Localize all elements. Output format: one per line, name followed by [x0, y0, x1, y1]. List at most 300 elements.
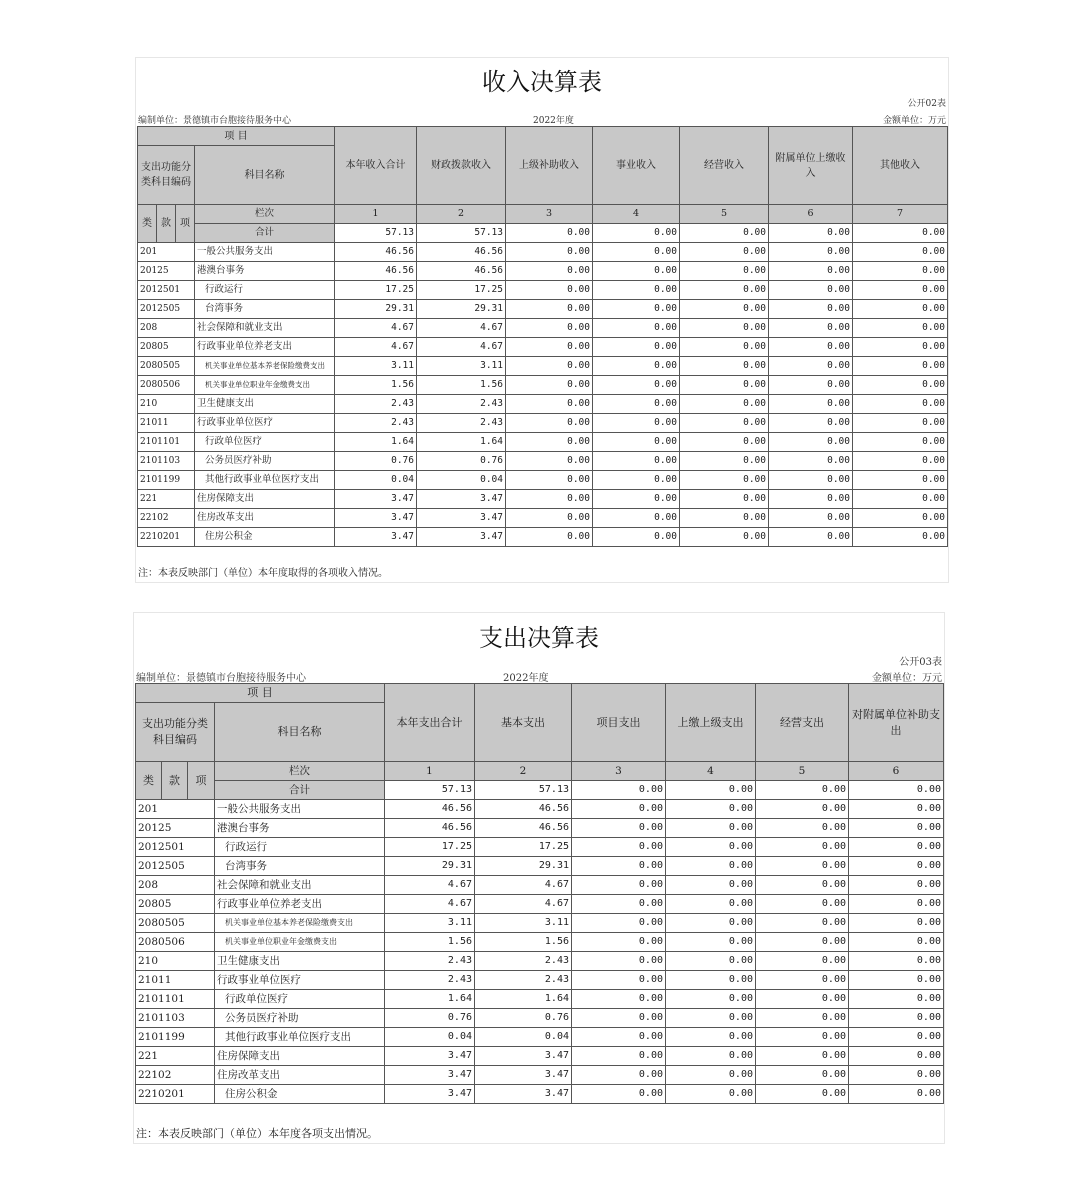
- amount-cell: 0.00: [593, 528, 680, 547]
- table-row: [138, 490, 948, 509]
- amount-cell: 46.56: [417, 262, 506, 281]
- amount-cell: 0.00: [572, 1028, 666, 1047]
- subject-name: 卫生健康支出: [215, 952, 385, 971]
- table-row: [136, 914, 944, 933]
- subject-name: 住房保障支出: [215, 1047, 385, 1066]
- amount-cell: 0.00: [756, 876, 849, 895]
- amount-cell: 0.00: [680, 452, 769, 471]
- amount-cell: 0.00: [853, 338, 948, 357]
- amount-cell: 1.56: [417, 376, 506, 395]
- subject-name: 机关事业单位职业年金缴费支出: [195, 376, 335, 395]
- table-row: [136, 952, 944, 971]
- amount-cell: 0.00: [593, 300, 680, 319]
- subject-name: 一般公共服务支出: [195, 243, 335, 262]
- amount-cell: 0.00: [666, 1066, 756, 1085]
- amount-cell: 1.64: [335, 433, 417, 452]
- amount-cell: 0.00: [769, 509, 853, 528]
- amount-cell: 0.00: [853, 357, 948, 376]
- income-total-value: 0.00: [593, 224, 680, 243]
- amount-cell: 0.00: [853, 528, 948, 547]
- income-col-header: 经营收入: [680, 127, 769, 205]
- subject-name: 住房改革支出: [215, 1066, 385, 1085]
- amount-cell: 29.31: [385, 857, 475, 876]
- income-total-label: 合计: [195, 224, 335, 243]
- expense-func-code-header: 支出功能分类科目编码: [136, 703, 215, 762]
- amount-cell: 0.00: [853, 490, 948, 509]
- amount-cell: 0.00: [593, 471, 680, 490]
- subject-name: 机关事业单位职业年金缴费支出: [215, 933, 385, 952]
- amount-cell: 0.00: [666, 857, 756, 876]
- amount-cell: 0.00: [769, 243, 853, 262]
- amount-cell: 3.11: [385, 914, 475, 933]
- amount-cell: 0.00: [853, 300, 948, 319]
- amount-cell: 0.00: [756, 971, 849, 990]
- amount-cell: 17.25: [475, 838, 572, 857]
- amount-cell: 3.11: [475, 914, 572, 933]
- amount-cell: 0.00: [593, 357, 680, 376]
- subject-name: 台湾事务: [215, 857, 385, 876]
- amount-cell: 0.00: [666, 876, 756, 895]
- amount-cell: 0.00: [849, 800, 944, 819]
- amount-cell: 0.00: [666, 819, 756, 838]
- amount-cell: 0.00: [853, 452, 948, 471]
- amount-cell: 0.00: [506, 452, 593, 471]
- amount-cell: 3.47: [335, 528, 417, 547]
- amount-cell: 0.00: [853, 376, 948, 395]
- amount-cell: 0.00: [572, 838, 666, 857]
- expense-col-header: 上缴上级支出: [666, 684, 756, 762]
- amount-cell: 0.00: [853, 433, 948, 452]
- amount-cell: 4.67: [385, 895, 475, 914]
- income-col-num: 3: [506, 205, 593, 224]
- income-item-header: 项 目: [138, 127, 335, 146]
- subject-code: 2101101: [136, 990, 215, 1009]
- amount-cell: 0.00: [756, 933, 849, 952]
- expense-form-no: 公开03表: [899, 657, 942, 668]
- subject-name: 港澳台事务: [195, 262, 335, 281]
- amount-cell: 0.00: [666, 1028, 756, 1047]
- amount-cell: 4.67: [417, 319, 506, 338]
- subject-name: 公务员医疗补助: [195, 452, 335, 471]
- table-row: [136, 1047, 944, 1066]
- subject-name: 社会保障和就业支出: [215, 876, 385, 895]
- income-col-header: 事业收入: [593, 127, 680, 205]
- subject-code: 21011: [136, 971, 215, 990]
- amount-cell: 2.43: [385, 952, 475, 971]
- expense-col-num: 1: [385, 762, 475, 781]
- amount-cell: 0.00: [666, 971, 756, 990]
- amount-cell: 0.00: [849, 971, 944, 990]
- amount-cell: 0.00: [769, 338, 853, 357]
- amount-cell: 0.00: [593, 262, 680, 281]
- amount-cell: 0.00: [680, 319, 769, 338]
- subject-name: 行政事业单位养老支出: [195, 338, 335, 357]
- income-total-value: 57.13: [417, 224, 506, 243]
- amount-cell: 0.00: [849, 819, 944, 838]
- subject-code: 201: [138, 243, 195, 262]
- subject-code: 2101199: [136, 1028, 215, 1047]
- amount-cell: 0.00: [666, 990, 756, 1009]
- amount-cell: 0.00: [506, 300, 593, 319]
- table-row: [138, 376, 948, 395]
- income-title: 收入决算表: [482, 68, 602, 96]
- amount-cell: 0.00: [756, 895, 849, 914]
- amount-cell: 0.00: [593, 509, 680, 528]
- subject-code: 2210201: [136, 1085, 215, 1104]
- subject-name: 一般公共服务支出: [215, 800, 385, 819]
- expense-col-header: 经营支出: [756, 684, 849, 762]
- expense-table: [135, 683, 944, 1104]
- amount-cell: 0.00: [506, 319, 593, 338]
- expense-year: 2022年度: [503, 673, 549, 684]
- subject-code: 208: [136, 876, 215, 895]
- amount-cell: 0.00: [680, 471, 769, 490]
- amount-cell: 0.00: [849, 895, 944, 914]
- subject-name: 台湾事务: [195, 300, 335, 319]
- amount-cell: 0.00: [680, 433, 769, 452]
- amount-cell: 0.00: [680, 490, 769, 509]
- amount-cell: 0.00: [506, 338, 593, 357]
- amount-cell: 0.76: [475, 1009, 572, 1028]
- amount-cell: 1.64: [417, 433, 506, 452]
- income-col-header: 附属单位上缴收入: [769, 127, 853, 205]
- expense-lanci-label: 栏次: [215, 762, 385, 781]
- income-col-num: 2: [417, 205, 506, 224]
- expense-total-value: 0.00: [849, 781, 944, 800]
- amount-cell: 0.00: [572, 819, 666, 838]
- income-sheet: [135, 57, 949, 583]
- amount-cell: 4.67: [335, 319, 417, 338]
- amount-cell: 0.00: [666, 914, 756, 933]
- income-year: 2022年度: [533, 116, 574, 126]
- amount-cell: 0.00: [680, 281, 769, 300]
- amount-cell: 0.00: [506, 281, 593, 300]
- amount-cell: 2.43: [385, 971, 475, 990]
- subject-code: 22102: [138, 509, 195, 528]
- subject-name: 机关事业单位基本养老保险缴费支出: [215, 914, 385, 933]
- subject-code: 20125: [136, 819, 215, 838]
- subject-code: 221: [138, 490, 195, 509]
- subject-name: 行政事业单位医疗: [195, 414, 335, 433]
- expense-total-value: 57.13: [385, 781, 475, 800]
- amount-cell: 0.00: [680, 395, 769, 414]
- amount-cell: 0.00: [506, 376, 593, 395]
- subject-name: 公务员医疗补助: [215, 1009, 385, 1028]
- amount-cell: 0.00: [849, 838, 944, 857]
- subject-name: 机关事业单位基本养老保险缴费支出: [195, 357, 335, 376]
- amount-cell: 0.00: [769, 414, 853, 433]
- amount-cell: 0.00: [769, 262, 853, 281]
- amount-cell: 1.56: [475, 933, 572, 952]
- income-col-header: 上级补助收入: [506, 127, 593, 205]
- amount-cell: 4.67: [335, 338, 417, 357]
- subject-code: 2101103: [136, 1009, 215, 1028]
- amount-cell: 0.00: [572, 1047, 666, 1066]
- amount-cell: 3.47: [475, 1047, 572, 1066]
- amount-cell: 0.00: [506, 357, 593, 376]
- amount-cell: 0.00: [593, 433, 680, 452]
- income-money-unit: 金额单位：万元: [882, 116, 946, 126]
- amount-cell: 0.00: [849, 1047, 944, 1066]
- expense-col-header: 本年支出合计: [385, 684, 475, 762]
- amount-cell: 0.00: [853, 319, 948, 338]
- amount-cell: 0.00: [666, 895, 756, 914]
- subject-code: 2080505: [138, 357, 195, 376]
- amount-cell: 0.00: [680, 528, 769, 547]
- amount-cell: 0.00: [666, 838, 756, 857]
- amount-cell: 0.00: [680, 300, 769, 319]
- subject-name: 行政事业单位医疗: [215, 971, 385, 990]
- expense-col-header: 对附属单位补助支出: [849, 684, 944, 762]
- income-note: 注：本表反映部门（单位）本年度取得的各项收入情况。: [138, 568, 388, 579]
- amount-cell: 0.00: [506, 471, 593, 490]
- subject-code: 20125: [138, 262, 195, 281]
- amount-cell: 4.67: [475, 895, 572, 914]
- income-total-value: 0.00: [506, 224, 593, 243]
- amount-cell: 0.00: [756, 1047, 849, 1066]
- expense-col-num: 2: [475, 762, 572, 781]
- income-xiang-header: 项: [176, 205, 195, 243]
- subject-name: 其他行政事业单位医疗支出: [215, 1028, 385, 1047]
- table-row: [136, 933, 944, 952]
- expense-col-num: 5: [756, 762, 849, 781]
- table-row: [138, 395, 948, 414]
- amount-cell: 0.00: [593, 243, 680, 262]
- subject-code: 2101101: [138, 433, 195, 452]
- expense-total-value: 0.00: [666, 781, 756, 800]
- amount-cell: 0.00: [506, 528, 593, 547]
- income-total-value: 0.00: [769, 224, 853, 243]
- subject-name: 住房保障支出: [195, 490, 335, 509]
- table-row: [138, 281, 948, 300]
- subject-code: 208: [138, 319, 195, 338]
- amount-cell: 0.00: [756, 914, 849, 933]
- amount-cell: 0.00: [680, 338, 769, 357]
- income-total-value: 0.00: [853, 224, 948, 243]
- expense-note: 注：本表反映部门（单位）本年度各项支出情况。: [136, 1127, 378, 1140]
- amount-cell: 0.00: [756, 952, 849, 971]
- income-func-code-header: 支出功能分类科目编码: [138, 146, 195, 205]
- table-row: [136, 895, 944, 914]
- amount-cell: 4.67: [417, 338, 506, 357]
- amount-cell: 0.00: [680, 509, 769, 528]
- expense-col-header: 项目支出: [572, 684, 666, 762]
- expense-col-num: 4: [666, 762, 756, 781]
- amount-cell: 4.67: [475, 876, 572, 895]
- amount-cell: 29.31: [475, 857, 572, 876]
- amount-cell: 0.76: [385, 1009, 475, 1028]
- expense-total-value: 0.00: [756, 781, 849, 800]
- subject-name: 其他行政事业单位医疗支出: [195, 471, 335, 490]
- subject-code: 21011: [138, 414, 195, 433]
- amount-cell: 0.00: [853, 395, 948, 414]
- amount-cell: 0.76: [335, 452, 417, 471]
- expense-kuan-header: 款: [162, 762, 188, 800]
- amount-cell: 0.00: [849, 1085, 944, 1104]
- amount-cell: 0.00: [853, 414, 948, 433]
- amount-cell: 1.64: [385, 990, 475, 1009]
- amount-cell: 46.56: [335, 243, 417, 262]
- amount-cell: 0.00: [769, 319, 853, 338]
- expense-col-num: 3: [572, 762, 666, 781]
- subject-code: 2101103: [138, 452, 195, 471]
- amount-cell: 1.56: [335, 376, 417, 395]
- income-lanci-label: 栏次: [195, 205, 335, 224]
- income-col-num: 7: [853, 205, 948, 224]
- table-row: [136, 1028, 944, 1047]
- subject-code: 210: [136, 952, 215, 971]
- amount-cell: 3.47: [385, 1066, 475, 1085]
- expense-subject-name-header: 科目名称: [215, 703, 385, 762]
- amount-cell: 0.00: [849, 1028, 944, 1047]
- table-row: [136, 819, 944, 838]
- amount-cell: 0.00: [853, 262, 948, 281]
- expense-col-num: 6: [849, 762, 944, 781]
- income-col-num: 5: [680, 205, 769, 224]
- table-row: [136, 876, 944, 895]
- income-form-no: 公开02表: [907, 99, 946, 109]
- subject-code: 20805: [136, 895, 215, 914]
- amount-cell: 0.00: [769, 281, 853, 300]
- income-col-num: 1: [335, 205, 417, 224]
- table-row: [136, 800, 944, 819]
- income-col-num: 6: [769, 205, 853, 224]
- expense-sheet: [133, 612, 945, 1144]
- amount-cell: 0.00: [853, 281, 948, 300]
- subject-code: 2080506: [138, 376, 195, 395]
- amount-cell: 0.00: [572, 1085, 666, 1104]
- amount-cell: 2.43: [417, 395, 506, 414]
- subject-code: 2080505: [136, 914, 215, 933]
- income-table: [137, 126, 948, 547]
- amount-cell: 0.00: [769, 433, 853, 452]
- amount-cell: 46.56: [475, 800, 572, 819]
- subject-name: 住房改革支出: [195, 509, 335, 528]
- amount-cell: 0.00: [756, 1009, 849, 1028]
- amount-cell: 0.00: [593, 414, 680, 433]
- amount-cell: 3.47: [417, 490, 506, 509]
- amount-cell: 3.47: [475, 1066, 572, 1085]
- amount-cell: 17.25: [335, 281, 417, 300]
- amount-cell: 0.00: [593, 395, 680, 414]
- amount-cell: 0.00: [572, 876, 666, 895]
- table-row: [138, 414, 948, 433]
- expense-item-header: 项 目: [136, 684, 385, 703]
- amount-cell: 0.00: [666, 1085, 756, 1104]
- amount-cell: 0.00: [572, 800, 666, 819]
- amount-cell: 2.43: [475, 952, 572, 971]
- amount-cell: 0.04: [417, 471, 506, 490]
- subject-code: 2012505: [138, 300, 195, 319]
- subject-code: 221: [136, 1047, 215, 1066]
- subject-code: 2210201: [138, 528, 195, 547]
- table-row: [136, 857, 944, 876]
- subject-name: 港澳台事务: [215, 819, 385, 838]
- amount-cell: 0.00: [769, 528, 853, 547]
- amount-cell: 0.00: [756, 1085, 849, 1104]
- amount-cell: 0.00: [849, 914, 944, 933]
- amount-cell: 0.00: [593, 490, 680, 509]
- table-row: [136, 1085, 944, 1104]
- amount-cell: 2.43: [475, 971, 572, 990]
- amount-cell: 0.00: [572, 1066, 666, 1085]
- amount-cell: 29.31: [335, 300, 417, 319]
- amount-cell: 0.00: [853, 509, 948, 528]
- amount-cell: 0.00: [769, 376, 853, 395]
- amount-cell: 3.47: [385, 1085, 475, 1104]
- amount-cell: 0.00: [506, 509, 593, 528]
- amount-cell: 0.00: [756, 990, 849, 1009]
- income-col-header: 本年收入合计: [335, 127, 417, 205]
- subject-name: 社会保障和就业支出: [195, 319, 335, 338]
- subject-code: 2012505: [136, 857, 215, 876]
- amount-cell: 0.00: [593, 452, 680, 471]
- amount-cell: 3.11: [417, 357, 506, 376]
- amount-cell: 2.43: [335, 395, 417, 414]
- amount-cell: 0.00: [572, 971, 666, 990]
- subject-code: 22102: [136, 1066, 215, 1085]
- amount-cell: 0.00: [849, 952, 944, 971]
- amount-cell: 0.00: [680, 262, 769, 281]
- amount-cell: 3.47: [417, 528, 506, 547]
- table-row: [136, 990, 944, 1009]
- expense-col-header: 基本支出: [475, 684, 572, 762]
- amount-cell: 1.64: [475, 990, 572, 1009]
- table-row: [138, 528, 948, 547]
- amount-cell: 1.56: [385, 933, 475, 952]
- amount-cell: 0.00: [572, 990, 666, 1009]
- table-row: [138, 452, 948, 471]
- subject-code: 210: [138, 395, 195, 414]
- amount-cell: 0.04: [475, 1028, 572, 1047]
- amount-cell: 2.43: [335, 414, 417, 433]
- expense-total-value: 0.00: [572, 781, 666, 800]
- table-row: [138, 319, 948, 338]
- amount-cell: 0.00: [756, 1066, 849, 1085]
- amount-cell: 0.00: [849, 1009, 944, 1028]
- amount-cell: 0.00: [572, 952, 666, 971]
- table-row: [138, 338, 948, 357]
- amount-cell: 0.00: [593, 319, 680, 338]
- subject-code: 2101199: [138, 471, 195, 490]
- amount-cell: 0.00: [572, 914, 666, 933]
- amount-cell: 0.00: [593, 376, 680, 395]
- amount-cell: 46.56: [335, 262, 417, 281]
- expense-xiang-header: 项: [188, 762, 215, 800]
- subject-name: 住房公积金: [215, 1085, 385, 1104]
- amount-cell: 0.00: [756, 1028, 849, 1047]
- subject-name: 行政事业单位养老支出: [215, 895, 385, 914]
- amount-cell: 0.00: [572, 1009, 666, 1028]
- amount-cell: 0.00: [680, 414, 769, 433]
- table-row: [136, 971, 944, 990]
- amount-cell: 0.00: [572, 857, 666, 876]
- expense-total-value: 57.13: [475, 781, 572, 800]
- income-unit-label: 编制单位：景德镇市台胞接待服务中心: [138, 116, 292, 126]
- amount-cell: 0.00: [666, 1009, 756, 1028]
- amount-cell: 0.00: [756, 838, 849, 857]
- amount-cell: 0.00: [853, 243, 948, 262]
- amount-cell: 0.00: [666, 933, 756, 952]
- amount-cell: 0.00: [666, 1047, 756, 1066]
- amount-cell: 3.47: [417, 509, 506, 528]
- amount-cell: 0.00: [769, 471, 853, 490]
- amount-cell: 0.00: [849, 990, 944, 1009]
- amount-cell: 0.00: [680, 376, 769, 395]
- income-col-num: 4: [593, 205, 680, 224]
- amount-cell: 46.56: [385, 800, 475, 819]
- amount-cell: 4.67: [385, 876, 475, 895]
